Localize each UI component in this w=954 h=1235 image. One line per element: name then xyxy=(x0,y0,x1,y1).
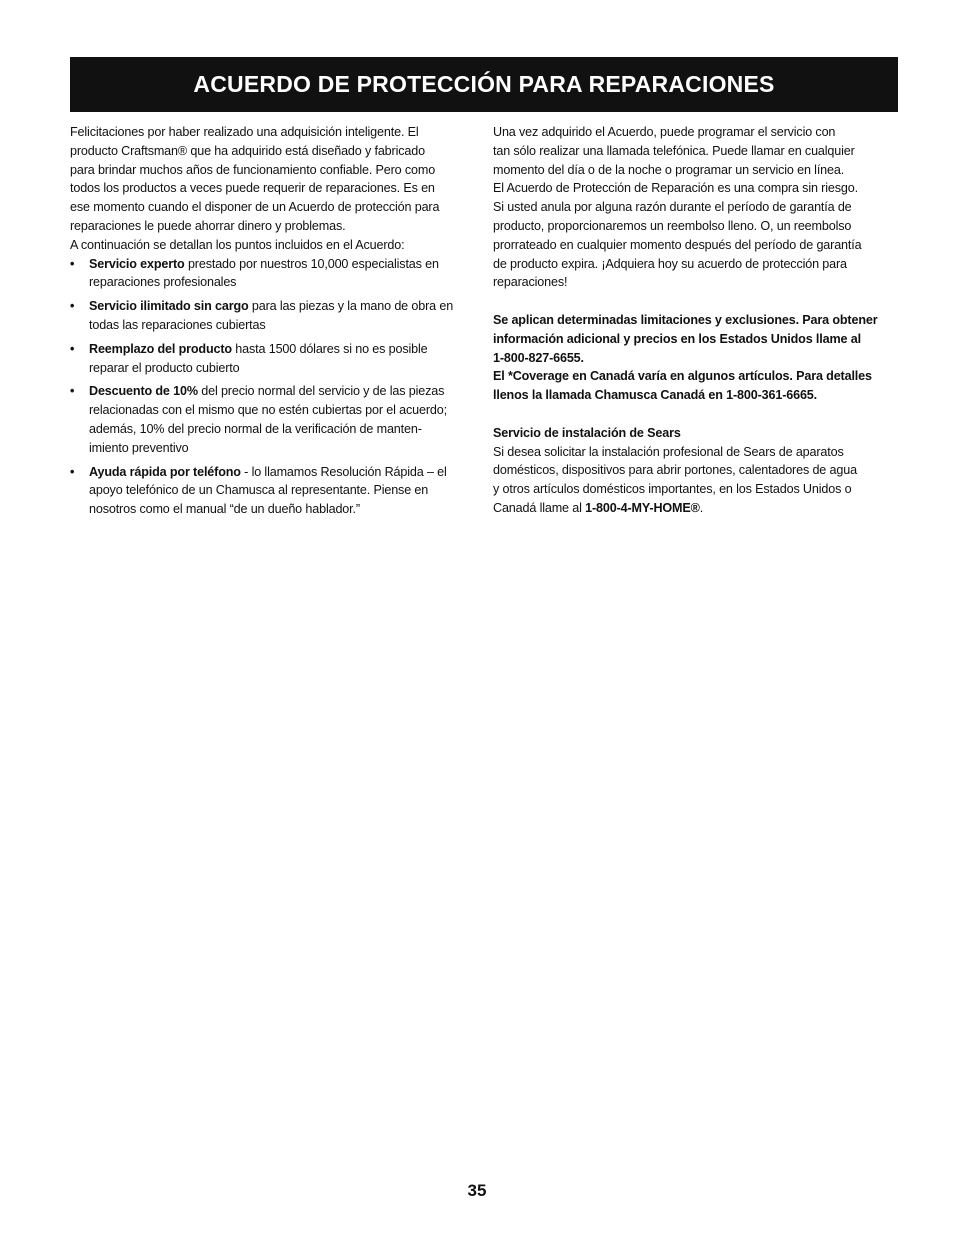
item-text: para las piezas y la mano de obra en xyxy=(248,299,454,314)
intro-line: para brindar muchos años de funcionamiento confiable. Pero como xyxy=(70,162,436,177)
text-line: prorrateado en cualquier momento después del período de garantía xyxy=(493,237,862,252)
item-text-line: reparar el producto cubierto xyxy=(89,360,240,375)
bullet-icon: • xyxy=(70,299,75,314)
text-line: de producto expira. ¡Adquiera hoy su acuerdo de protección para xyxy=(493,256,847,271)
list-item xyxy=(70,297,478,335)
text-line: Una vez adquirido el Acuerdo, puede programar el servicio con xyxy=(493,125,836,139)
list-item xyxy=(70,255,478,293)
item-text-line: nosotros como el manual “de un dueño hablador.” xyxy=(89,502,360,517)
intro-line: ese momento cuando el disponer de un Acuerdo de protección para xyxy=(70,200,440,215)
bold-line: Se aplican determinadas limitaciones y exclusiones. Para obtener xyxy=(493,312,878,327)
service-paragraph xyxy=(493,123,905,292)
text-line: producto, proporcionaremos un reembolso lleno. O, un reembolso xyxy=(493,218,852,233)
item-bold-label: Descuento de 10% xyxy=(89,384,198,399)
text-line: Si desea solicitar la instalación profesional de Sears de aparatos xyxy=(493,444,844,459)
install-suffix: . xyxy=(699,500,704,515)
installation-heading: Servicio de instalación de Sears xyxy=(493,425,681,440)
item-bold-label: Servicio experto xyxy=(89,256,185,271)
title-bar xyxy=(70,57,898,112)
item-text-line: reparaciones profesionales xyxy=(89,275,237,290)
coverage-list xyxy=(70,255,478,519)
install-phone-number: 1-800-4-MY-HOME® xyxy=(585,500,700,515)
intro-line: producto Craftsman® que ha adquirido está diseñado y fabricado xyxy=(70,143,425,158)
page-number: 35 xyxy=(467,1181,487,1200)
bold-line: 1-800-827-6655. xyxy=(493,350,584,365)
item-text: prestado por nuestros 10,000 especialistas en xyxy=(184,256,439,271)
intro-line: todos los productos a veces puede requerir de reparaciones. Es en xyxy=(70,181,435,196)
item-bold-label: Ayuda rápida por teléfono xyxy=(89,464,241,479)
text-line: El Acuerdo de Protección de Reparación es una compra sin riesgo. xyxy=(493,181,858,196)
bold-line: información adicional y precios en los Estados Unidos llame al xyxy=(493,331,861,346)
bullet-icon: • xyxy=(70,464,75,479)
text-line: momento del día o de la noche o programar un servicio en línea. xyxy=(493,162,845,177)
item-text-line: apoyo telefónico de un Chamusca al representante. Piense en xyxy=(89,483,429,498)
bullet-icon: • xyxy=(70,384,75,399)
text-line xyxy=(493,499,905,518)
intro-line: A continuación se detallan los puntos incluidos en el Acuerdo: xyxy=(70,237,405,252)
text-line: y otros artículos domésticos importantes, en los Estados Unidos o xyxy=(493,482,852,497)
text-line: Si usted anula por alguna razón durante el período de garantía de xyxy=(493,200,852,215)
text-line: tan sólo realizar una llamada telefónica. Puede llamar en cualquier xyxy=(493,143,855,158)
intro-line: reparaciones le puede ahorrar dinero y problemas. xyxy=(70,218,346,233)
intro-paragraph xyxy=(70,123,478,255)
bold-line: El *Coverage en Canadá varía en algunos artículos. Para detalles xyxy=(493,369,872,384)
list-item xyxy=(70,340,478,378)
item-bold-label: Servicio ilimitado sin cargo xyxy=(89,299,249,314)
page-title: ACUERDO DE PROTECCIÓN PARA REPARACIONES xyxy=(193,71,775,97)
item-text-line: imiento preventivo xyxy=(89,440,189,455)
bullet-icon: • xyxy=(70,341,75,356)
right-column xyxy=(493,123,905,518)
bullet-icon: • xyxy=(70,256,75,271)
installation-section xyxy=(493,424,905,518)
item-text: del precio normal del servicio y de las piezas xyxy=(197,384,445,399)
intro-line: Felicitaciones por haber realizado una adquisición inteligente. El xyxy=(70,125,419,139)
item-text: hasta 1500 dólares si no es posible xyxy=(231,341,428,356)
text-line: reparaciones! xyxy=(493,275,568,290)
item-text: - lo llamamos Resolución Rápida – el xyxy=(240,464,447,479)
list-item xyxy=(70,463,478,519)
item-text-line: además, 10% del precio normal de la verificación de manten- xyxy=(89,421,422,436)
bold-line: llenos la llamada Chamusca Canadá en 1-800-361-6665. xyxy=(493,388,817,403)
item-text-line: relacionadas con el mismo que no estén cubiertas por el acuerdo; xyxy=(89,403,447,418)
limitations-paragraph xyxy=(493,311,905,405)
list-item xyxy=(70,382,478,457)
left-column xyxy=(70,123,478,524)
item-bold-label: Reemplazo del producto xyxy=(89,341,232,356)
item-text-line: todas las reparaciones cubiertas xyxy=(89,317,266,332)
text-line: domésticos, dispositivos para abrir portones, calentadores de agua xyxy=(493,463,857,478)
install-prefix: Canadá llame al xyxy=(493,500,586,515)
